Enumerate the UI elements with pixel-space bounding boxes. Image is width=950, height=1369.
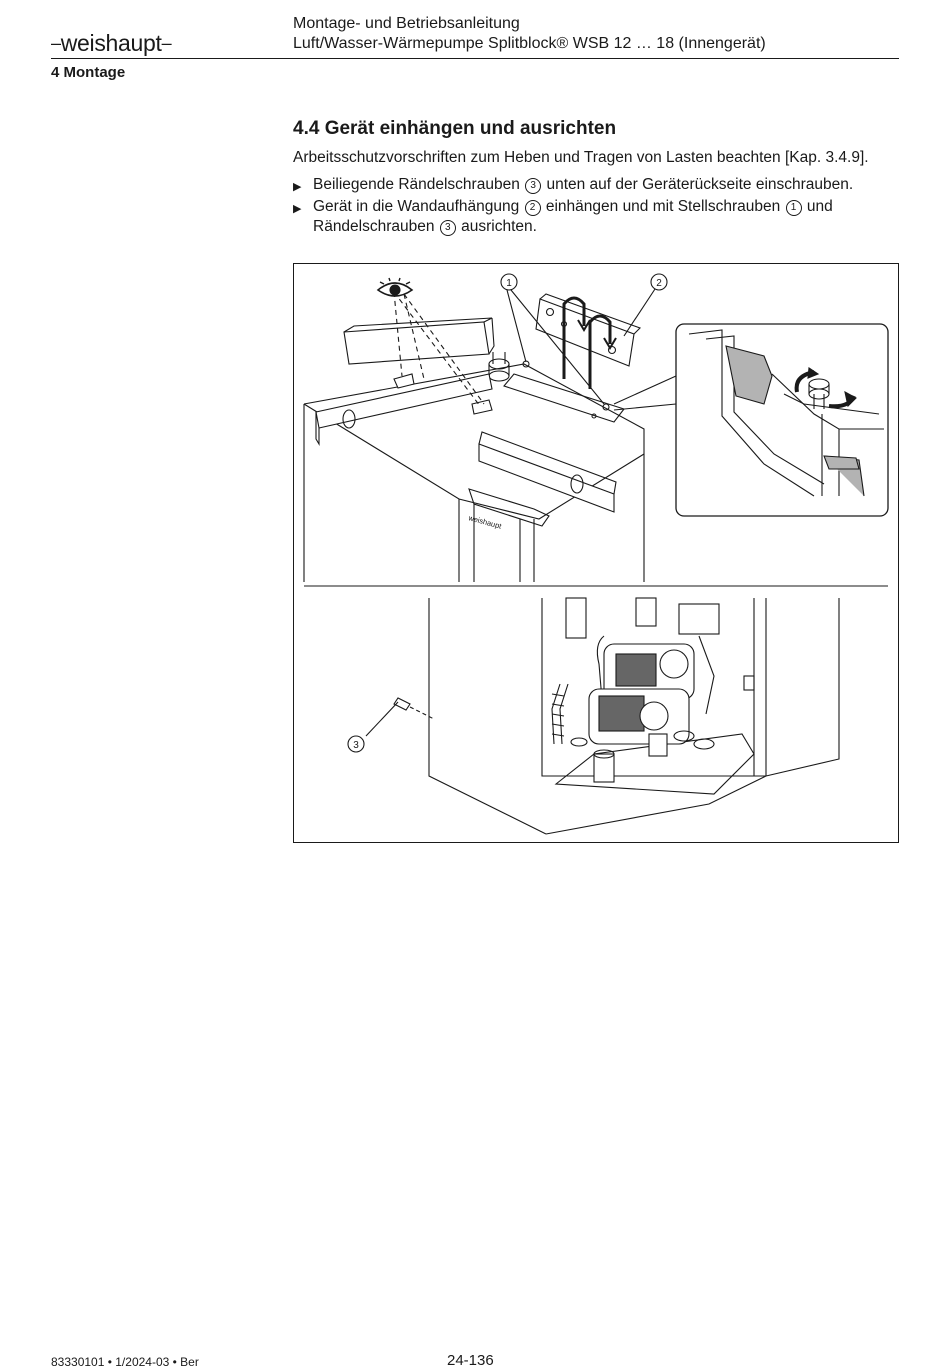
document-title-line-1: Montage- und Betriebsanleitung <box>293 15 520 32</box>
device-brand-label: weishaupt <box>467 513 503 531</box>
document-title-line-2: Luft/Wasser-Wärmepumpe Splitblock® WSB 12 … 18 (Innengerät) <box>293 35 766 52</box>
section-title: 4.4 Gerät einhängen und ausrichten <box>293 118 617 139</box>
safety-note: Arbeitsschutzvorschriften zum Heben und Tragen von Lasten beachten [Kap. 3.4.9]. <box>293 149 869 166</box>
callout-ref: 2 <box>525 200 541 216</box>
chapter-heading: 4 Montage <box>51 64 126 81</box>
step-text: Beiliegende Rändelschrauben 3 unten auf der Geräterückseite einschrauben. <box>313 176 854 193</box>
weishaupt-logo: –weishaupt– <box>51 30 172 56</box>
step-item <box>293 197 899 237</box>
triangle-bullet-icon: ▶ <box>293 181 302 193</box>
callout-3-label: 3 <box>353 740 359 751</box>
step-text: Gerät in die Wandaufhängung 2 einhängen und mit Stellschrauben 1 und Rändelschrauben 3 ausrichten. <box>313 198 833 235</box>
triangle-bullet-icon: ▶ <box>293 203 302 215</box>
section-content <box>293 148 899 237</box>
installation-figure <box>293 263 899 843</box>
step-item <box>293 175 899 197</box>
callout-ref: 1 <box>786 200 802 216</box>
callout-ref: 3 <box>525 178 541 194</box>
document-number: 83330101 • 1/2024-03 • Ber <box>51 1355 199 1369</box>
callout-1-label: 1 <box>506 278 512 289</box>
callout-ref: 3 <box>440 220 456 236</box>
callout-2-label: 2 <box>656 278 662 289</box>
page-number: 24-136 <box>447 1352 494 1369</box>
eye-icon <box>378 278 412 296</box>
header-divider <box>51 58 899 59</box>
document-title <box>293 14 766 54</box>
